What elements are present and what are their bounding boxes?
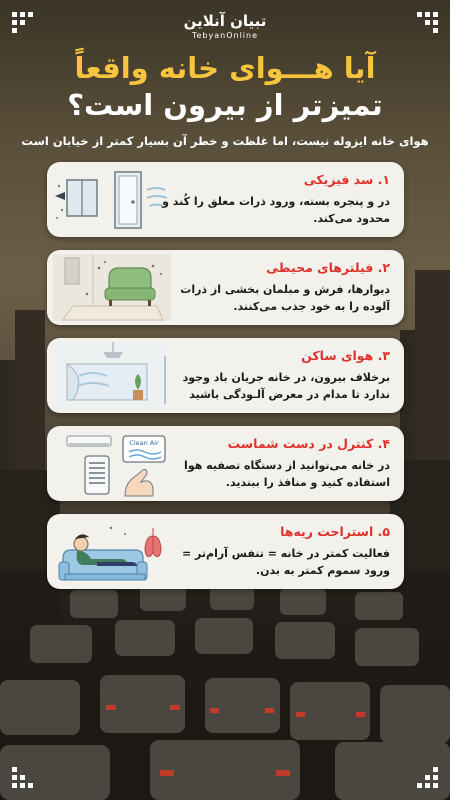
card-body: در و پنجره بسته، ورود ذرات معلق را کُند و محدود می‌کند. xyxy=(162,195,390,225)
traffic-jam-background xyxy=(0,570,450,800)
card-environmental-filters xyxy=(47,250,404,325)
page-subtitle: هوای خانه ایزوله نیست، اما غلظت و خطر آن بسیار کمتر از خیابان است xyxy=(21,134,429,148)
window-curtain-icon xyxy=(53,342,171,409)
card-still-air xyxy=(47,338,404,413)
corner-ornament-bottom-left xyxy=(12,766,34,788)
card-body: دیوارها، فرش و مبلمان بخشی از ذرات آلوده را به خود جذب می‌کنند. xyxy=(180,283,390,313)
armchair-room-icon xyxy=(53,254,171,321)
brand-name-en: TebyanOnline xyxy=(191,31,259,40)
card-physical-barrier xyxy=(47,162,404,237)
title-line-2: تمیزتر از بیرون است؟ xyxy=(67,88,383,122)
screen-label: Clean Air xyxy=(129,439,159,447)
brand-name-fa: تبیان آنلاین xyxy=(183,12,267,30)
card-heading: ۱. سد فیزیکی xyxy=(303,172,390,187)
card-heading: ۴. کنترل در دست شماست xyxy=(227,436,390,451)
card-control-in-your-hands xyxy=(47,426,404,501)
page-title xyxy=(30,50,420,124)
card-lung-rest xyxy=(47,514,404,589)
title-line-1: آیا هـــوای خانه واقعاً xyxy=(74,51,376,85)
corner-ornament-bottom-right xyxy=(416,766,438,788)
card-heading: ۵. استراحت ریه‌ها xyxy=(280,524,390,539)
card-body: فعالیت کمتر در خانه = تنفس آرام‌تر = ورود سموم کمتر به بدن. xyxy=(182,547,390,577)
brand-logo xyxy=(0,12,450,40)
air-purifier-icon xyxy=(53,430,171,497)
card-heading: ۲. فیلترهای محیطی xyxy=(266,260,390,275)
window-door-icon xyxy=(53,166,171,233)
card-body: در خانه می‌توانید از دستگاه تصفیه هوا استفاده کنید و منافذ را ببندید. xyxy=(184,459,390,489)
card-body: برخلاف بیرون، در خانه جریان باد وجود ندارد تا مدام در معرض آلـودگی باشید xyxy=(182,371,390,401)
person-sofa-lungs-icon xyxy=(53,518,171,585)
card-heading: ۳. هوای ساکن xyxy=(301,348,390,363)
